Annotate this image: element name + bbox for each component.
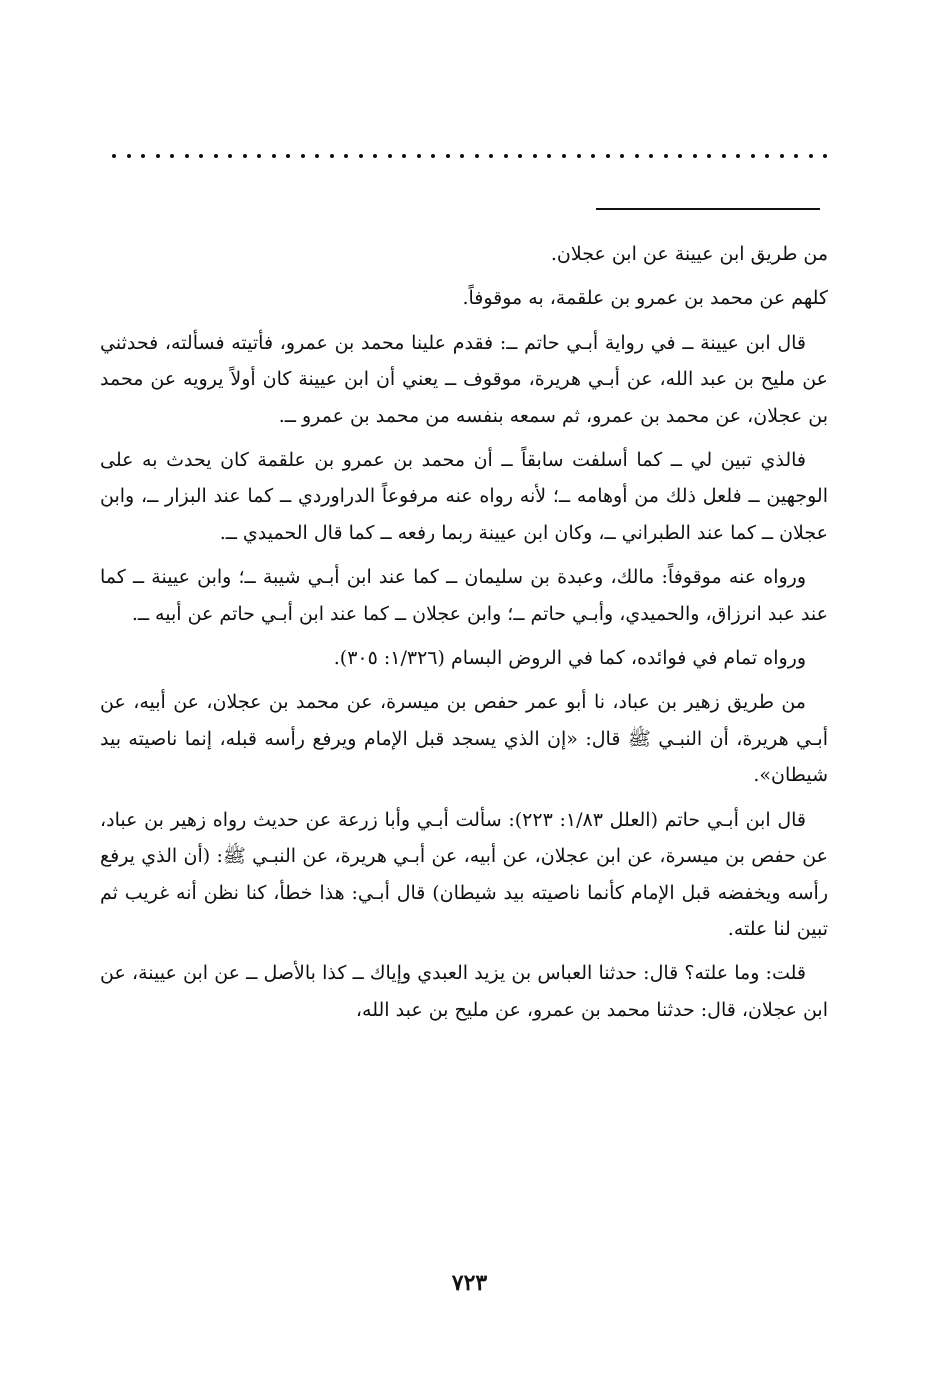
paragraph-1: من طريق ابن عيينة عن ابن عجلان.	[550, 243, 828, 265]
footnote-rule	[596, 208, 820, 210]
paragraph-9: قلت: وما علته؟ قال: حدثنا العباس بن يزيد العبدي وإياك ــ كذا بالأصل ــ عن ابن عيينة، عن ابن عجلان، قال: حدثنا محمد بن عمرو، عن مليح بن عبد الله،	[100, 962, 828, 1021]
paragraph-7: من طريق زهير بن عباد، نا أبو عمر حفص بن ميسرة، عن محمد بن عجلان، عن أبيه، عن أبـي هريرة، أن النبـي ﷺ قال: «إن الذي يسجد قبل الإمام ويرفع رأسه قبله، إنما ناصيته بيد شيطان».	[100, 691, 828, 787]
paragraph-5: ورواه عنه موقوفاً: مالك، وعبدة بن سليمان ــ كما عند ابن أبـي شيبة ــ؛ وابن عيينة ــ كما عند عبد انرزاق، والحميدي، وأبـي حاتم ــ؛ وابن عجلان ــ كما عند ابن أبـي حاتم عن أبيه ــ.	[100, 566, 828, 625]
paragraph-3: قال ابن عيينة ــ في رواية أبـي حاتم ــ: فقدم علينا محمد بن عمرو، فأتيته فسألته، فحدثني عن مليح بن عبد الله، عن أبـي هريرة، موقوف ــ يعني أن ابن عيينة كان أولاً يرويه عن محمد بن عجلان، عن محمد بن عمرو، ثم سمعه بنفسه من محمد بن عمرو ــ.	[100, 331, 828, 427]
page-number: ٧٢٣	[451, 1270, 488, 1296]
footnote-text	[100, 236, 828, 1036]
paragraph-2: كلهم عن محمد بن عمرو بن علقمة، به موقوفاً.	[462, 287, 828, 310]
paragraph-4: فالذي تبين لي ــ كما أسلفت سابقاً ــ أن محمد بن عمرو بن علقمة كان يحدث به على الوجهين ــ فلعل ذلك من أوهامه ــ؛ لأنه رواه عنه مرفوعاً الدراوردي ــ كما عند البزار ــ، وابن عجلان ــ كما عند الطبراني ــ، وكان ابن عيينة ربما رفعه ــ كما قال الحميدي ــ.	[100, 449, 828, 544]
dotted-separator	[112, 148, 828, 164]
paragraph-6: ورواه تمام في فوائده، كما في الروض البسام (١/٣٢٦: ٣٠٥).	[333, 647, 806, 670]
paragraph-8: قال ابن أبـي حاتم (العلل ١/٨٣: ٢٢٣): سألت أبـي وأبا زرعة عن حديث رواه زهير بن عباد، عن حفص بن ميسرة، عن ابن عجلان، عن أبيه، عن أبـي هريرة، عن النبـي ﷺ: (أن الذي يرفع رأسه ويخفضه قبل الإمام كأنما ناصيته بيد شيطان) قال أبـي: هذا خطأ، كنا نظن أنه غريب ثم تبين لنا علته.	[100, 808, 828, 940]
